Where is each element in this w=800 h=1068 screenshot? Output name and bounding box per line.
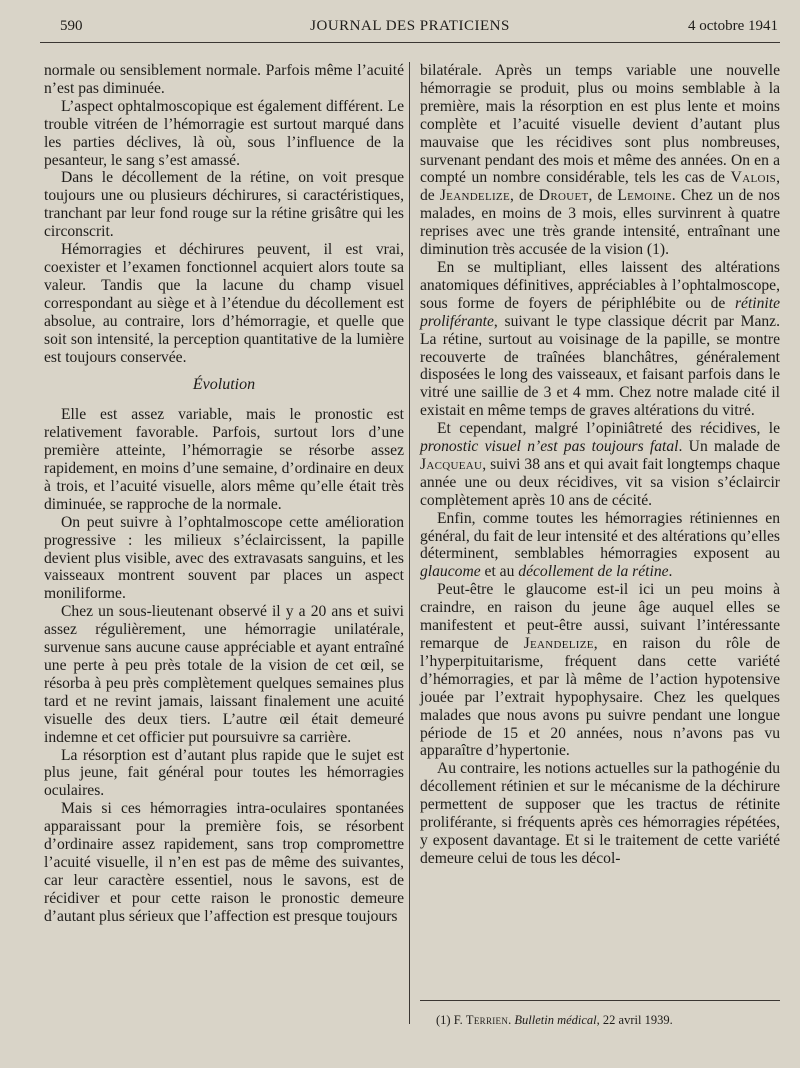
text-run: , suivant le type classique décrit par Manz. La rétine, surtout au voisinage de la papille, se montre recouverte de traînées blanchâtres, généralement disposées le long des vaisseaux, et faisant parfois dans le vitré une saillie de 3 et 4 mm. Chez notre malade cité il existait en même temps de graves altérations du vitré. — [420, 312, 780, 420]
page-number: 590 — [60, 18, 83, 34]
paragraph — [420, 581, 780, 760]
paragraph: Mais si ces hémorragies intra-oculaires spontanées apparaissant pour la première fois, se résorbent d’ordinaire assez rapidement, sans trop compromettre l’acuité visuelle, il n’en est pas de même des suivantes, car leur caractère essentiel, nous le savons, est de récidiver et pour cette raison le pronostic demeure d’autant plus sérieux que l’affection est presque toujours — [44, 800, 404, 925]
text-run: . Un malade de — [678, 438, 780, 456]
text-run: , suivi 38 ans et qui avait fait longtemps chaque année une ou deux récidives, vit sa vision s’éclaircir complètement après 10 ans de cécité. — [420, 455, 780, 509]
text-run: , de — [509, 187, 539, 205]
section-title: Évolution — [192, 376, 256, 394]
paragraph — [420, 259, 780, 420]
footnote-rule — [420, 1000, 780, 1001]
header-rule — [40, 42, 780, 43]
text-run: , 22 avril 1939. — [596, 1013, 673, 1027]
paragraph: La résorption est d’autant plus rapide que le sujet est plus jeune, fait général pour toutes les hémorragies oculaires. — [44, 746, 404, 800]
text-run: Peut-être le glaucome est-il ici un peu moins à craindre, en raison du jeune âge auquel elles se manifestent et peut-être aussi, suivant l’intéressante remarque de — [420, 581, 780, 652]
paragraph: normale ou sensiblement normale. Parfois même l’acuité n’est pas diminuée. — [44, 62, 404, 97]
paragraph: Au contraire, les notions actuelles sur la pathogénie du décollement rétinien et sur le mécanisme de la déchirure permettent de supposer que les tractus de rétinite proliférante, si fréquents après ces hémorragies répétées, y exposent davantage. Et si le traitement de cette variété demeure celui de tous les décol- — [420, 760, 780, 867]
author-name: Drouet — [538, 187, 589, 205]
italic-term: pronostic visuel n’est pas toujours fatal — [420, 438, 679, 456]
text-run: En se multipliant, elles laissent des altérations anatomiques définitives, appréciables à l’ophtalmoscope, sous forme de foyers de périphlébite ou de — [420, 258, 780, 312]
page-header — [40, 14, 780, 42]
text-run: (1) F. — [436, 1013, 466, 1027]
paragraph — [420, 62, 780, 259]
author-name: Valois — [730, 169, 777, 187]
text-run: , de — [588, 187, 618, 205]
paragraph: Chez un sous-lieutenant observé il y a 20 ans et suivi assez régulièrement, une hémorragie unilatérale, survenue sans aucune cause appréciable et ayant entraîné une perte à peu près totale de la vision de cet œil, se résorba à peu près complètement quelques semaines plus tard et ne revint jamais, laissant finalement une acuité visuelle des deux tiers. L’autre œil était demeuré indemne et cet officier put poursuivre sa carrière. — [44, 603, 404, 746]
journal-name: Bulletin médical — [514, 1013, 597, 1027]
paragraph: Elle est assez variable, mais le pronostic est relativement favorable. Parfois, surtout lors d’une première atteinte, l’hémorragie se résorbe assez rapidement, en moins d’une semaine, d’ordinaire en deux à trois, et l’acuité visuelle, alors même qu’elle était très diminuée, se rapproche de la normale. — [44, 406, 404, 513]
text-run: , en raison du rôle de l’hyperpituitarisme, fréquent dans cette variété d’hémorragies, et par là même de l’action hypotensive jouée par l’extrait hypophysaire. Chez les quelques malades que nous avons pu suivre pendant une longue période de 15 et 20 années, nous n’avons pas vu apparaître d’hypertonie. — [420, 635, 780, 760]
paragraph: Dans le décollement de la rétine, on voit presque toujours une ou plusieurs déchirures, si caractéristiques, tranchant par leur fond rouge sur la rétine grisâtre qui les circonscrit. — [44, 169, 404, 241]
italic-term: rétinite proliférante — [420, 294, 780, 330]
text-run: Enfin, comme toutes les hémorragies rétiniennes en général, du fait de leur intensité et des altérations qu’elles déterminent, semblables hémorragies exposent au — [420, 509, 780, 563]
journal-title: JOURNAL DES PRATICIENS — [310, 18, 510, 34]
author-name: Terrien — [465, 1013, 509, 1027]
paragraph: On peut suivre à l’ophtalmoscope cette amélioration progressive : les milieux s’éclaircissent, la papille devient plus visible, avec des extravasats sanguins, et les vaisseaux montrent souvent par places un aspect moniliforme. — [44, 513, 404, 603]
paragraph: Hémorragies et déchirures peuvent, il est vrai, coexister et l’examen fonctionnel acquiert alors toute sa valeur. Tandis que la lacune du champ visuel correspondant au siège et à l’étendue du décollement est absolue, au contraire, lors d’hémorragie, et quelle que soit son intensité, la perception quantitative de la lumière est toujours conservée. — [44, 241, 404, 366]
column-divider — [409, 62, 410, 1024]
text-run: . — [668, 563, 673, 581]
paragraph — [420, 510, 780, 582]
paragraph — [420, 420, 780, 510]
issue-date: 4 octobre 1941 — [688, 18, 778, 34]
text-run: , de — [420, 169, 780, 205]
left-column — [44, 62, 404, 926]
text-run: . Chez un de nos malades, en moins de 3 mois, elles survinrent à quatre reprises avec une très grande intensité, entraînant une diminution très accusée de la vision (1). — [420, 187, 780, 259]
text-run: Et cependant, malgré l’opiniâtreté des récidives, le — [437, 420, 780, 438]
author-name: Jeandelize — [523, 635, 594, 652]
author-name: Lemoine — [617, 187, 672, 205]
paragraph: L’aspect ophtalmoscopique est également différent. Le trouble vitréen de l’hémorragie est surtout marqué dans les parties déclives, là où, sous l’influence de la pesanteur, le sang s’est amassé. — [44, 97, 404, 169]
text-run: et au — [480, 563, 519, 581]
italic-term: décollement de la rétine — [518, 563, 669, 581]
italic-term: glaucome — [420, 563, 481, 581]
author-name: Jacqueau — [420, 455, 483, 473]
right-column — [420, 62, 780, 868]
footnote — [436, 1013, 673, 1028]
author-name: Jeandelize — [439, 187, 510, 205]
text-run: . — [508, 1013, 515, 1027]
text-run: bilatérale. Après un temps variable une nouvelle hémorragie se produit, plus ou moins semblable à la première, mais la résorption en est plus lente et moins complète et l’acuité visuelle devient d’autant plus mauvaise que les récidives sont plus nombreuses, survenant pendant des mois et même des années. On en a compté un nombre considérable, tels les cas de — [420, 62, 780, 187]
